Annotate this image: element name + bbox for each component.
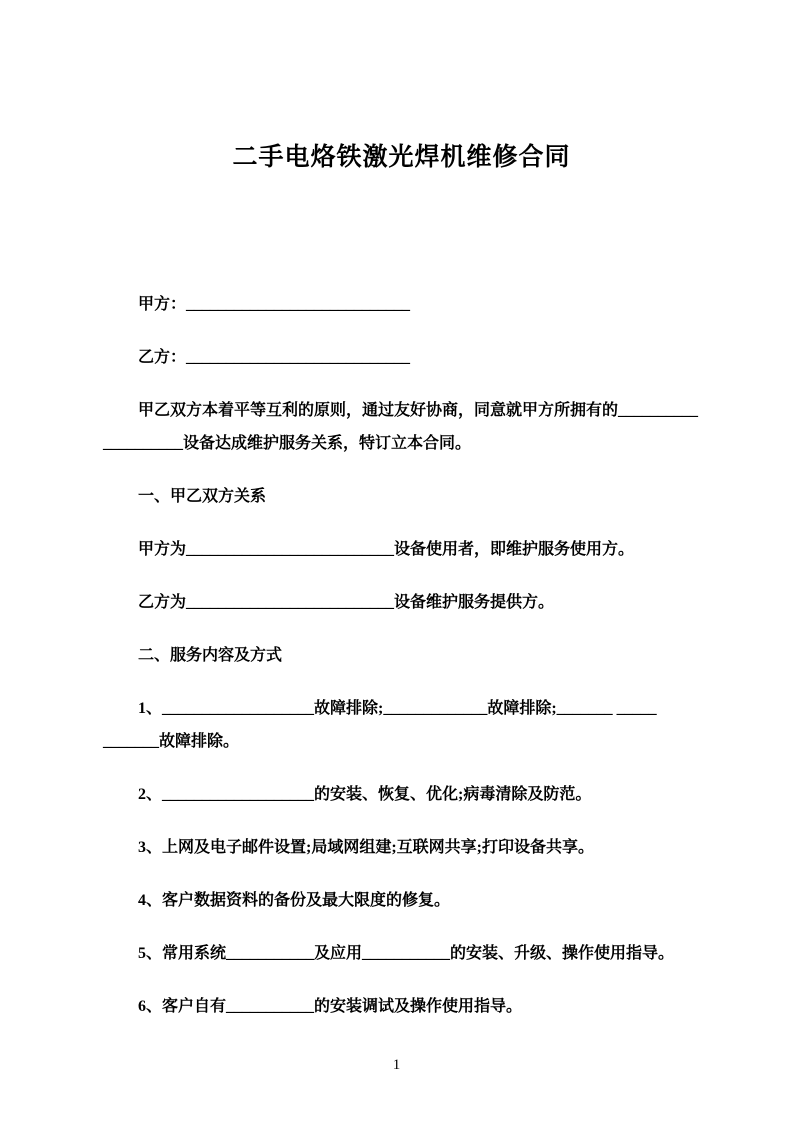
document-title: 二手电烙铁激光焊机维修合同 xyxy=(232,144,571,171)
service-item-3: 3、上网及电子邮件设置;局域网组建;互联网共享;打印设备共享。 xyxy=(138,839,594,856)
party-a-role-line: 甲方为__________________________设备使用者，即维护服务使用方。 xyxy=(138,541,635,558)
service-item-6: 6、客户自有___________的安装调试及操作使用指导。 xyxy=(138,998,523,1015)
service-item-1 xyxy=(103,692,700,758)
intro-line-1: 甲乙双方本着平等互利的原则，通过友好协商，同意就甲方所拥有的__________ xyxy=(138,402,699,419)
service-item-4: 4、客户数据资料的备份及最大限度的修复。 xyxy=(138,892,451,909)
service-item-1-line-1: 1、___________________故障排除;_____________故障排除;_______ _____ xyxy=(138,700,657,717)
intro-line-2: __________设备达成维护服务关系，特订立本合同。 xyxy=(103,435,472,452)
service-item-5: 5、常用系统___________及应用___________的安装、升级、操作使用指导。 xyxy=(138,945,675,962)
party-a-line: 甲方：____________________________ xyxy=(138,296,411,313)
section-2-heading: 二、服务内容及方式 xyxy=(138,647,283,664)
party-b-line: 乙方：____________________________ xyxy=(138,349,411,366)
service-item-2: 2、___________________的安装、恢复、优化;病毒清除及防范。 xyxy=(138,786,592,803)
page-number: 1 xyxy=(392,1057,401,1073)
section-1-heading: 一、甲乙双方关系 xyxy=(138,488,267,505)
intro-paragraph xyxy=(103,394,700,460)
service-item-1-line-2: _______故障排除。 xyxy=(103,733,240,750)
party-b-role-line: 乙方为__________________________设备维护服务提供方。 xyxy=(138,594,555,611)
